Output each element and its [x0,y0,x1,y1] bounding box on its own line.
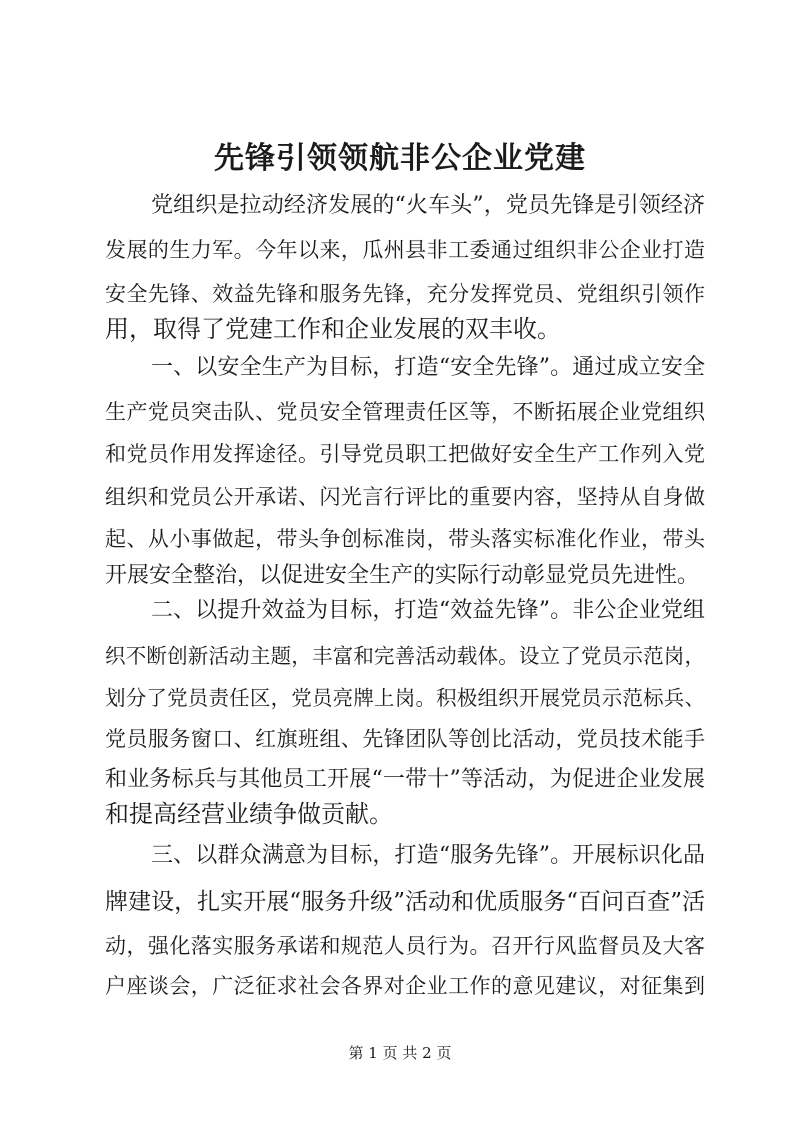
paragraph-benefit-line-4: 党员服务窗口、红旗班组、先锋团队等创比活动，党员技术能手 [105,727,705,751]
paragraph-safety-line-4: 组织和党员公开承诺、闪光言行评比的重要内容，坚持从自身做 [105,485,705,509]
paragraph-service-line-3: 动，强化落实服务承诺和规范人员行为。召开行风监督员及大客 [105,934,705,958]
page-footer: 第 1 页 共 2 页 [348,1044,452,1062]
paragraph-service-line-1: 三、以群众满意为目标，打造“服务先锋”。开展标识化品 [151,843,705,868]
paragraph-intro-line-2: 发展的生力军。今年以来，瓜州县非工委通过组织非公企业打造 [105,238,705,262]
paragraph-benefit-line-5: 和业务标兵与其他员工开展“一带十”等活动，为促进企业发展 [105,767,705,792]
paragraph-intro-line-3: 安全先锋、效益先锋和服务先锋，充分发挥党员、党组织引领作 [105,282,705,306]
paragraph-service-line-2: 牌建设，扎实开展“服务升级”活动和优质服务“百问百查”活 [105,889,705,915]
paragraph-intro-line-1: 党组织是拉动经济发展的“火车头”，党员先锋是引领经济 [151,193,705,218]
paragraph-safety-line-6: 开展安全整治，以促进安全生产的实际行动彰显党员先进性。 [105,563,700,588]
paragraph-safety-line-3: 和党员作用发挥途径。引导党员职工把做好安全生产工作列入党 [105,442,705,466]
paragraph-intro-line-4: 用，取得了党建工作和企业发展的双丰收。 [105,315,561,343]
paragraph-safety-line-1: 一、以安全生产为目标，打造“安全先锋”。通过成立安全 [151,355,705,380]
paragraph-benefit-line-6: 和提高经营业绩争做贡献。 [105,800,393,828]
paragraph-safety-line-2: 生产党员突击队、党员安全管理责任区等，不断拓展企业党组织 [105,400,705,424]
paragraph-safety-line-5: 起、从小事做起，带头争创标准岗，带头落实标准化作业，带头 [105,527,705,551]
paragraph-service-line-4: 户座谈会，广泛征求社会各界对企业工作的意见建议，对征集到 [105,974,705,998]
paragraph-benefit-line-3: 划分了党员责任区，党员亮牌上岗。积极组织开展党员示范标兵、 [105,686,705,710]
paragraph-benefit-line-2: 织不断创新活动主题，丰富和完善活动载体。设立了党员示范岗， [105,644,705,668]
paragraph-benefit-line-1: 二、以提升效益为目标，打造“效益先锋”。非公企业党组 [151,598,705,623]
document-title: 先锋引领领航非公企业党建 [214,141,586,176]
